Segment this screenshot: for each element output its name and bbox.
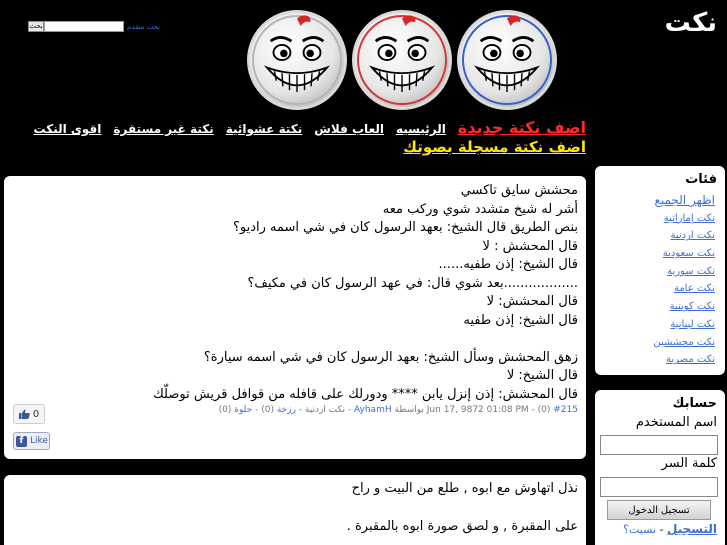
category-link[interactable]: اظهر الجميع	[654, 193, 715, 207]
category-item-emirati[interactable]	[653, 210, 715, 228]
category-link[interactable]: نكت سورية	[667, 265, 715, 277]
category-item-jordanian[interactable]	[653, 227, 715, 245]
password-label: كلمة السر	[661, 456, 717, 471]
post-meta: #215 (0) - Jun 17, 9872 01:08 PM بواسطة AyhamH - نكت اردنية - رزخة (0) - حلوة (0)	[218, 405, 578, 415]
nav-flash-games-link[interactable]: العاب فلاش	[314, 122, 384, 136]
main-nav	[26, 118, 586, 156]
post-body	[18, 182, 578, 404]
rate-bad-count: (0)	[261, 405, 274, 415]
comment-count[interactable]: (0)	[537, 405, 551, 415]
facebook-like-button[interactable]	[13, 432, 50, 450]
account-panel	[595, 390, 725, 545]
laughing-face-logo	[352, 10, 452, 110]
login-button[interactable]: تسجيل الدخول	[607, 500, 711, 520]
thumbs-up-icon	[19, 409, 30, 419]
category-list	[653, 192, 715, 369]
category-link[interactable]: نكت اردنية	[670, 230, 715, 242]
categories-panel	[595, 166, 725, 375]
post-line: ..................بعد شوي قال: في عهد الرسول كان في مكيف؟	[247, 275, 578, 291]
category-item-egyptian[interactable]	[653, 351, 715, 369]
rate-good-link[interactable]: حلوة	[234, 405, 253, 415]
category-item-stoner[interactable]	[653, 334, 715, 352]
nav-home-link[interactable]: الرئيسيه	[395, 122, 446, 136]
post-line: قال الشيخ: إذن طفيه......	[438, 257, 578, 272]
post-line: أشر له شيخ متشدد شوي وركب معه	[382, 201, 578, 217]
category-item-syrian[interactable]	[653, 263, 715, 281]
category-link[interactable]: نكت لبنانية	[670, 318, 715, 330]
link-separator: -	[659, 523, 664, 536]
joke-post	[4, 176, 586, 459]
post-line	[18, 330, 578, 349]
facebook-like-label: Like	[30, 436, 48, 446]
forgot-password-link[interactable]: نسيت؟	[623, 523, 657, 536]
post-line: قال الشيخ: إذن طفيه	[463, 312, 578, 328]
category-item-general[interactable]	[653, 280, 715, 298]
category-link[interactable]: نكت سعودية	[662, 248, 715, 260]
search-button[interactable]: بحث	[29, 23, 43, 30]
category-link[interactable]: نكت إماراتية	[663, 212, 715, 224]
search-input[interactable]	[44, 21, 124, 32]
joke-post	[4, 475, 586, 545]
like-count: 0	[32, 408, 40, 420]
category-item-kuwaiti[interactable]	[653, 298, 715, 316]
add-joke-link[interactable]: اضف نكتة جديدة	[457, 118, 586, 137]
nav-random-joke-link[interactable]: نكتة عشوائية	[225, 122, 303, 136]
post-id-link[interactable]: #215	[553, 405, 578, 415]
account-links	[623, 522, 717, 536]
post-line: قال المحشش: إذن إنزل يابن **** ودورلك على قافله من قوافل قريش توصلّك	[153, 386, 578, 402]
facebook-icon: f	[16, 436, 27, 447]
rate-bad-link[interactable]: رزخة	[276, 405, 296, 415]
post-line: قال الشيخ: لا	[506, 368, 578, 383]
laughing-face-logo	[457, 10, 557, 110]
password-input[interactable]	[600, 477, 718, 497]
post-line: على المقبرة , و لصق صورة ابوه بالمقبرة .	[346, 519, 578, 534]
post-line: قال المحشش : لا	[482, 238, 578, 254]
add-audio-joke-link[interactable]: اضف نكتة مسجلة بصوتك	[403, 138, 586, 156]
post-line: بنص الطريق قال الشيخ: بعهد الرسول كان في شي اسمه راديو؟	[232, 220, 578, 235]
post-line	[18, 498, 578, 517]
post-body	[18, 479, 578, 536]
post-line: نذل اتهاوش مع ابوه , طلع من البيت و راح	[351, 481, 578, 496]
thumbs-up-button[interactable]	[13, 404, 45, 424]
category-link[interactable]: نكت عامة	[673, 283, 715, 295]
author-link[interactable]: AyhamH	[353, 405, 392, 415]
category-link[interactable]: نكت محششين	[653, 336, 715, 348]
category-item-saudi[interactable]	[653, 245, 715, 263]
search-box	[28, 20, 164, 33]
category-label[interactable]: نكت اردنية	[304, 405, 345, 415]
category-item-lebanese[interactable]	[653, 316, 715, 334]
post-date: Jun 17, 9872 01:08 PM	[426, 405, 529, 415]
username-input[interactable]	[600, 435, 718, 455]
advanced-search-link[interactable]: بحث متقدم	[127, 22, 160, 31]
post-line: محشش سايق تاكسي	[460, 183, 578, 198]
category-link[interactable]: نكت كويتية	[669, 301, 715, 313]
post-line: زهق المحشش وسأل الشيخ: بعهد الرسول كان في شي اسمه سيارة؟	[203, 349, 578, 365]
post-line: قال المحشش: لا	[486, 294, 578, 309]
nav-row	[26, 118, 586, 137]
header	[0, 0, 727, 168]
register-link[interactable]: التسجيل	[667, 522, 717, 536]
laughing-face-logo	[247, 10, 347, 110]
category-link[interactable]: نكت مصرية	[666, 354, 715, 366]
nav-top-jokes-link[interactable]: اقوى النكت	[33, 122, 102, 136]
category-item-all[interactable]	[653, 192, 715, 210]
site-title[interactable]: نكت	[664, 8, 717, 38]
categories-title: فئات	[685, 172, 717, 187]
account-title: حسابك	[672, 396, 717, 411]
rate-good-count: (0)	[218, 405, 232, 415]
nav-unstable-joke-link[interactable]: نكتة غير مستقرة	[113, 122, 214, 136]
posted-by-label: بواسطة	[394, 405, 424, 415]
username-label: اسم المستخدم	[635, 415, 717, 430]
